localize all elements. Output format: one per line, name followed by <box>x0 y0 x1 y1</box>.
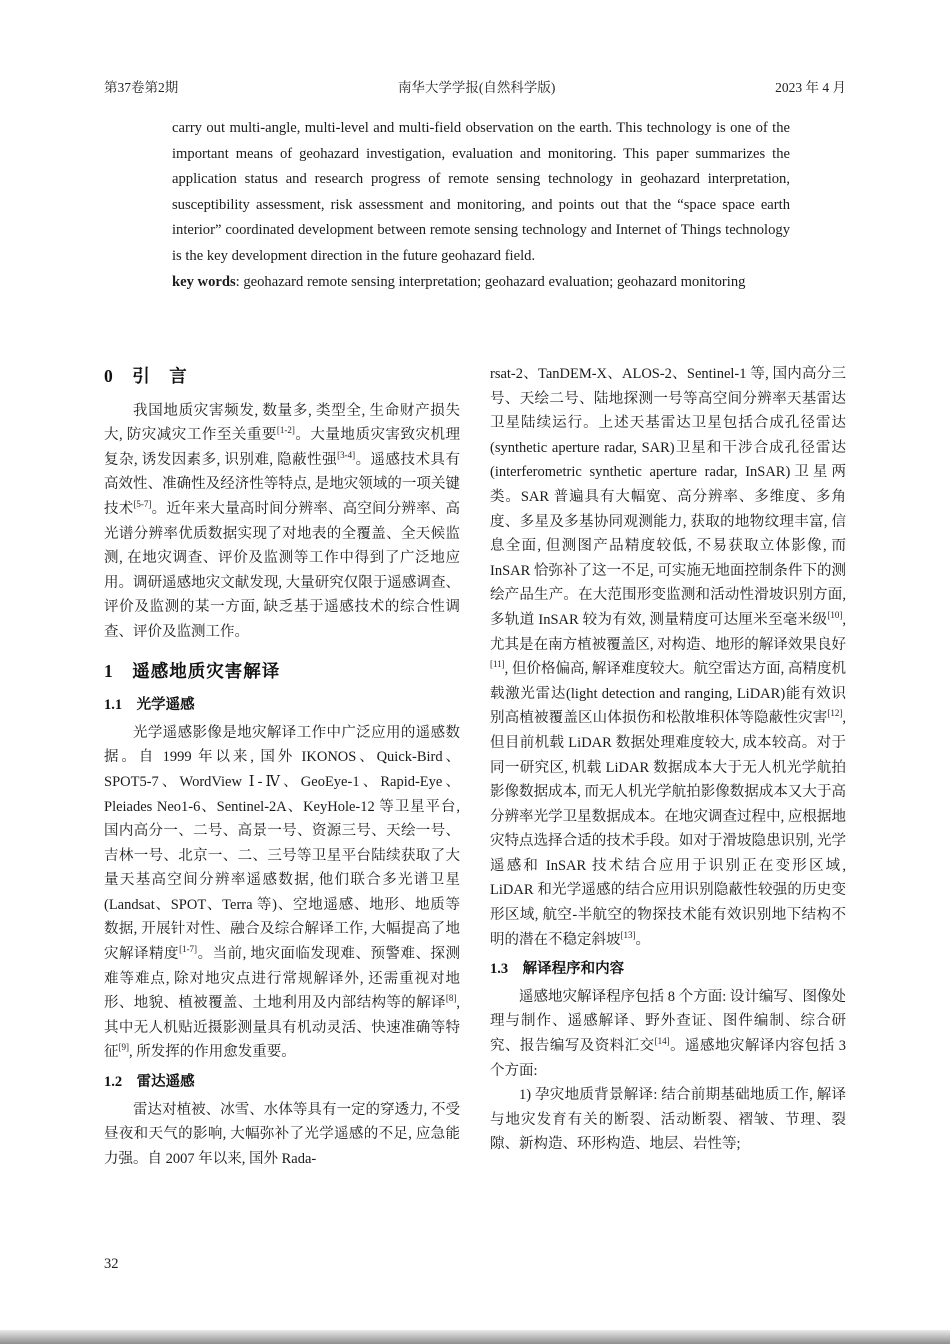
body-paragraph: 1) 孕灾地质背景解译: 结合前期基础地质工作, 解译与地灾发育有关的断裂、活动断裂、褶皱、节理、裂隙、新构造、环形构造、地层、岩性等; <box>490 1087 846 1153</box>
citation-ref: [9] <box>118 1042 129 1053</box>
english-abstract <box>172 116 790 295</box>
citation-ref: [10] <box>827 610 843 621</box>
body-paragraph: 我国地质灾害频发, 数量多, 类型全, 生命财产损失大, 防灾减灾工作至关重要[1-2]。大量地质灾害致灾机理复杂, 诱发因素多, 识别难, 隐蔽性强[3-4]。遥感技术具有高效性、准确性及经济性等特点, 是地灾领域的一项关键技术[5-7]。近年来大量高时间分辨率、高空间分辨率、高光谱分辨率优质数据实现了对地表的全覆盖、全天候监测, 在地灾调查、评价及监测等工作中得到了广泛地应用。调研遥感地灾文献发现, 大量研究仅限于遥感调查、评价及监测的某一方面, 缺乏基于遥感技术的综合性调查、评价及监测工作。 <box>104 402 461 640</box>
body-paragraph: 遥感地灾解译程序包括 8 个方面: 设计编写、图像处理与制作、遥感解译、野外查证、图件编制、综合研究、报告编写及资料汇交[14]。遥感地灾解译内容包括 3 个方面: <box>490 988 847 1079</box>
article-body <box>104 362 846 1171</box>
body-paragraph: 光学遥感影像是地灾解译工作中广泛应用的遥感数据。自 1999 年以来, 国外 IKONOS、Quick-Bird、SPOT5-7、WordView Ⅰ-Ⅳ、GeoEye-1、Rapid-Eye、Pleiades Neo1-6、Sentinel-2A、KeyHole-12 等卫星平台, 国内高分一、二号、高景一号、资源三号、天绘一号、吉林一号、北京一、二、三号等卫星平台陆续获取了大量天基高空间分辨率遥感数据, 他们联合多光谱卫星(Landsat、SPOT、Terra 等)、空地遥感、地形、地质等数据, 开展针对性、融合及综合解译工作, 大幅提高了地灾解译精度[1-7]。当前, 地灾面临发现难、预警难、探测难等难点, 除对地灾点进行常规解译外, 还需重视对地形、地貌、植被覆盖、土地利用及内部结构等的解译[8], 其中无人机贴近摄影测量具有机动灵活、快速准确等特征[9], 所发挥的作用愈发重要。 <box>104 724 461 1061</box>
citation-ref: [14] <box>654 1036 670 1047</box>
keywords-label: key words <box>172 273 236 290</box>
citation-ref: [11] <box>490 659 505 670</box>
issue-date: 2023 年 4 月 <box>775 80 846 95</box>
body-paragraph: 雷达对植被、冰雪、水体等具有一定的穿透力, 不受昼夜和天气的影响, 大幅弥补了光学遥感的不足, 应急能力强。自 2007 年以来, 国外 Rada- <box>104 1101 460 1167</box>
journal-title: 南华大学学报(自然科学版) <box>397 80 556 95</box>
keywords-text: : geohazard remote sensing interpretation; geohazard evaluation; geohazard monitoring <box>235 273 746 290</box>
citation-ref: [12] <box>827 708 843 719</box>
citation-ref: [8] <box>445 993 457 1004</box>
citation-ref: [1-2] <box>276 425 295 436</box>
section-heading: 1 遥感地质灾害解译 <box>104 660 281 681</box>
article-column-left <box>104 362 460 1171</box>
citation-ref: [13] <box>620 929 636 940</box>
citation-ref: [1-7] <box>179 944 198 955</box>
body-paragraph: rsat-2、TanDEM-X、ALOS-2、Sentinel-1 等, 国内高分三号、天绘二号、陆地探测一号等高空间分辨率天基雷达卫星陆续运行。上述天基雷达卫星包括合成孔径雷达(synthetic aperture radar, SAR)卫星和干涉合成孔径雷达(interferometric synthetic aperture radar, InSAR)卫星两类。SAR 普遍具有大幅宽、高分辨率、多维度、多角度、多星及多基协同观测能力, 获取的地物纹理丰富, 信息全面, 但测图产品精度较低, 不易获取立体影像, 而 InSAR 恰弥补了这一不足, 可实施无地面控制条件下的测绘产品生产。在大范围形变监测和活动性滑坡识别方面, 多轨道 InSAR 较为有效, 测量精度可达厘米至毫米级[10], 尤其是在南方植被覆盖区, 对构造、地形的解译效果良好[11], 但价格偏高, 解译难度较大。航空雷达方面, 高精度机载激光雷达(light detection and ranging, LiDAR)能有效识别高植被覆盖区山体损伤和松散堆积体等隐蔽性灾害[12], 但目前机载 LiDAR 数据处理难度较大, 成本较高。对于同一研究区, 机载 LiDAR 数据成本大于无人机光学航拍影像数据成本, 而无人机光学航拍影像数据成本又大于高分辨率光学卫星数据成本。在地灾调查过程中, 应根据地灾特点选择合适的技术手段。如对于滑坡隐患识别, 光学遥感和 InSAR 技术结合应用于识别正在变形区域, LiDAR 和光学遥感的结合应用识别隐蔽性较强的历史变形区域, 航空-半航空的物探技术能有效识别地下结构不明的潜在不稳定斜坡[13]。 <box>490 366 846 948</box>
running-header <box>104 76 846 96</box>
keywords-line <box>172 270 790 296</box>
page-number: 32 <box>104 1256 119 1272</box>
citation-ref: [3-4] <box>337 449 356 460</box>
subsection-heading: 1.3 解译程序和内容 <box>490 961 625 978</box>
citation-ref: [5-7] <box>133 499 152 510</box>
section-heading: 0 引 言 <box>104 366 188 386</box>
abstract-text: carry out multi-angle, multi-level and multi-field observation on the earth. This technology is one of the important means of geohazard investigation, evaluation and monitoring. This paper summarizes the application status and research progress of remote sensing technology in geohazard interpretation, susceptibility assessment, risk assessment and monitoring, and points out that the “space space earth interior” coordinated development between remote sensing technology and Internet of Things technology is the key development direction in the future geohazard field. <box>172 120 790 264</box>
scan-edge <box>0 1330 950 1344</box>
volume-issue: 第37卷第2期 <box>104 80 179 95</box>
article-column-right <box>490 362 846 1171</box>
subsection-heading: 1.1 光学遥感 <box>104 697 195 714</box>
subsection-heading: 1.2 雷达遥感 <box>104 1074 195 1091</box>
